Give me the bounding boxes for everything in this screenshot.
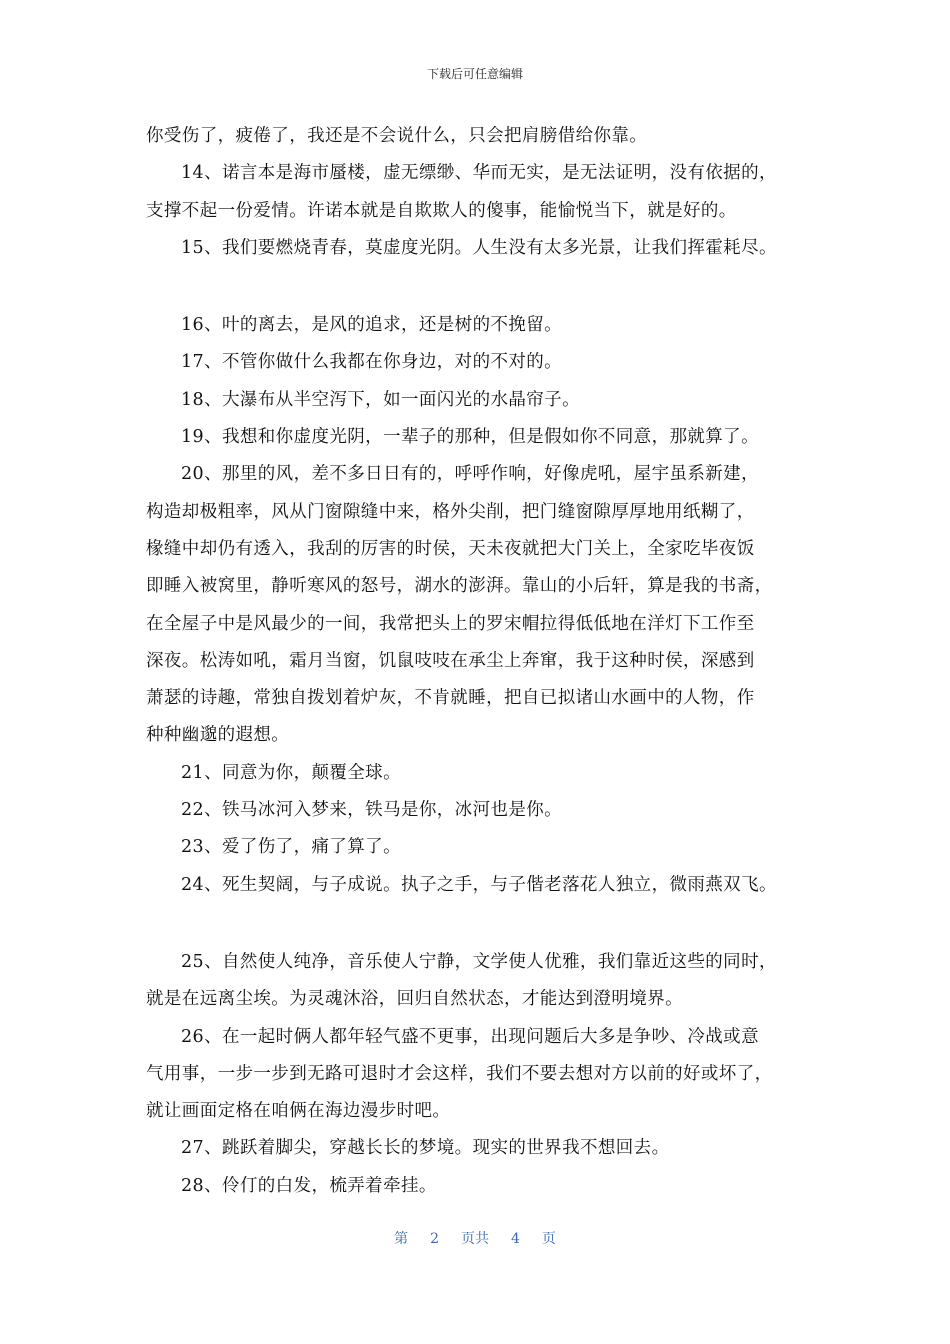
document-body [146,118,811,1205]
paragraph-line: 15、我们要燃烧青春，莫虚度光阴。人生没有太多光景，让我们挥霍耗尽。 [181,237,777,258]
paragraph-line: 16、叶的离去，是风的追求，还是树的不挽留。 [181,315,563,336]
paragraph-line: 21、同意为你，颠覆全球。 [181,762,401,783]
paragraph-line: 17、不管你做什么我都在你身边，对的不对的。 [181,352,563,373]
paragraph-line: 24、死生契阔，与子成说。执子之手，与子偕老落花人独立，微雨燕双飞。 [181,874,777,895]
paragraph-gap [146,267,811,307]
paragraph-line: 14、诺言本是海市蜃楼，虚无缥缈、华而无实，是无法证明，没有依据的， [181,163,777,184]
footer-middle: 页共 [461,1231,489,1247]
paragraph-line: 26、在一起时俩人都年轻气盛不更事，出现问题后大多是争吵、冷战或意 [181,1026,759,1047]
paragraph-line: 即睡入被窝里，静听寒风的怒号，湖水的澎湃。靠山的小后轩，算是我的书斋， [146,576,773,597]
paragraph-line: 就是在远离尘埃。为灵魂沐浴，回归自然状态，才能达到澄明境界。 [146,989,683,1010]
paragraph-line: 28、伶仃的白发，梳弄着牵挂。 [181,1175,437,1196]
paragraph-line: 19、我想和你虚度光阴，一辈子的那种，但是假如你不同意，那就算了。 [181,427,759,448]
footer-suffix: 页 [541,1231,556,1247]
paragraph-line: 深夜。松涛如吼，霜月当窗，饥鼠吱吱在承尘上奔窜，我于这种时侯，深感到 [146,650,755,671]
page-header: 下载后可任意编辑 [426,67,523,81]
paragraph-line: 气用事，一步一步到无路可退时才会这样，我们不要去想对方以前的好或坏了， [146,1063,773,1084]
paragraph-line: 构造却极粗率，风从门窗隙缝中来，格外尖削，把门缝窗隙厚厚地用纸糊了， [146,501,755,522]
footer-prefix: 第 [394,1231,409,1247]
paragraph-line: 种种幽邈的遐想。 [146,725,290,746]
paragraph-line: 23、爱了伤了，痛了算了。 [181,837,401,858]
paragraph-line: 22、铁马冰河入梦来，铁马是你，冰河也是你。 [181,800,563,821]
paragraph-line: 支撑不起一份爱情。许诺本就是自欺欺人的傻事，能愉悦当下，就是好的。 [146,200,737,221]
paragraph-line: 25、自然使人纯净，音乐使人宁静，文学使人优雅，我们靠近这些的同时， [181,951,777,972]
paragraph-line: 就让画面定格在咱俩在海边漫步时吧。 [146,1101,451,1122]
paragraph-line: 萧瑟的诗趣，常独自拨划着炉灰，不肯就睡，把自已拟诸山水画中的人物，作 [146,688,755,709]
paragraph-gap [146,904,811,944]
paragraph-line: 20、那里的风，差不多日日有的，呼呼作响，好像虎吼，屋宇虽系新建， [181,464,759,485]
page-footer [0,1230,950,1248]
footer-page-number: 2 [430,1231,439,1247]
paragraph-line: 27、跳跃着脚尖，穿越长长的梦境。现实的世界我不想回去。 [181,1138,670,1159]
paragraph-line: 椽缝中却仍有透入，我刮的厉害的时侯，天未夜就把大门关上，全家吃毕夜饭 [146,538,755,559]
footer-total-pages: 4 [511,1231,520,1247]
paragraph-line: 18、大瀑布从半空泻下，如一面闪光的水晶帘子。 [181,389,580,410]
paragraph-line: 你受伤了，疲倦了，我还是不会说什么，只会把肩膀借给你靠。 [146,126,648,146]
paragraph-line: 在全屋子中是风最少的一间，我常把头上的罗宋帽拉得低低地在洋灯下工作至 [146,613,755,634]
